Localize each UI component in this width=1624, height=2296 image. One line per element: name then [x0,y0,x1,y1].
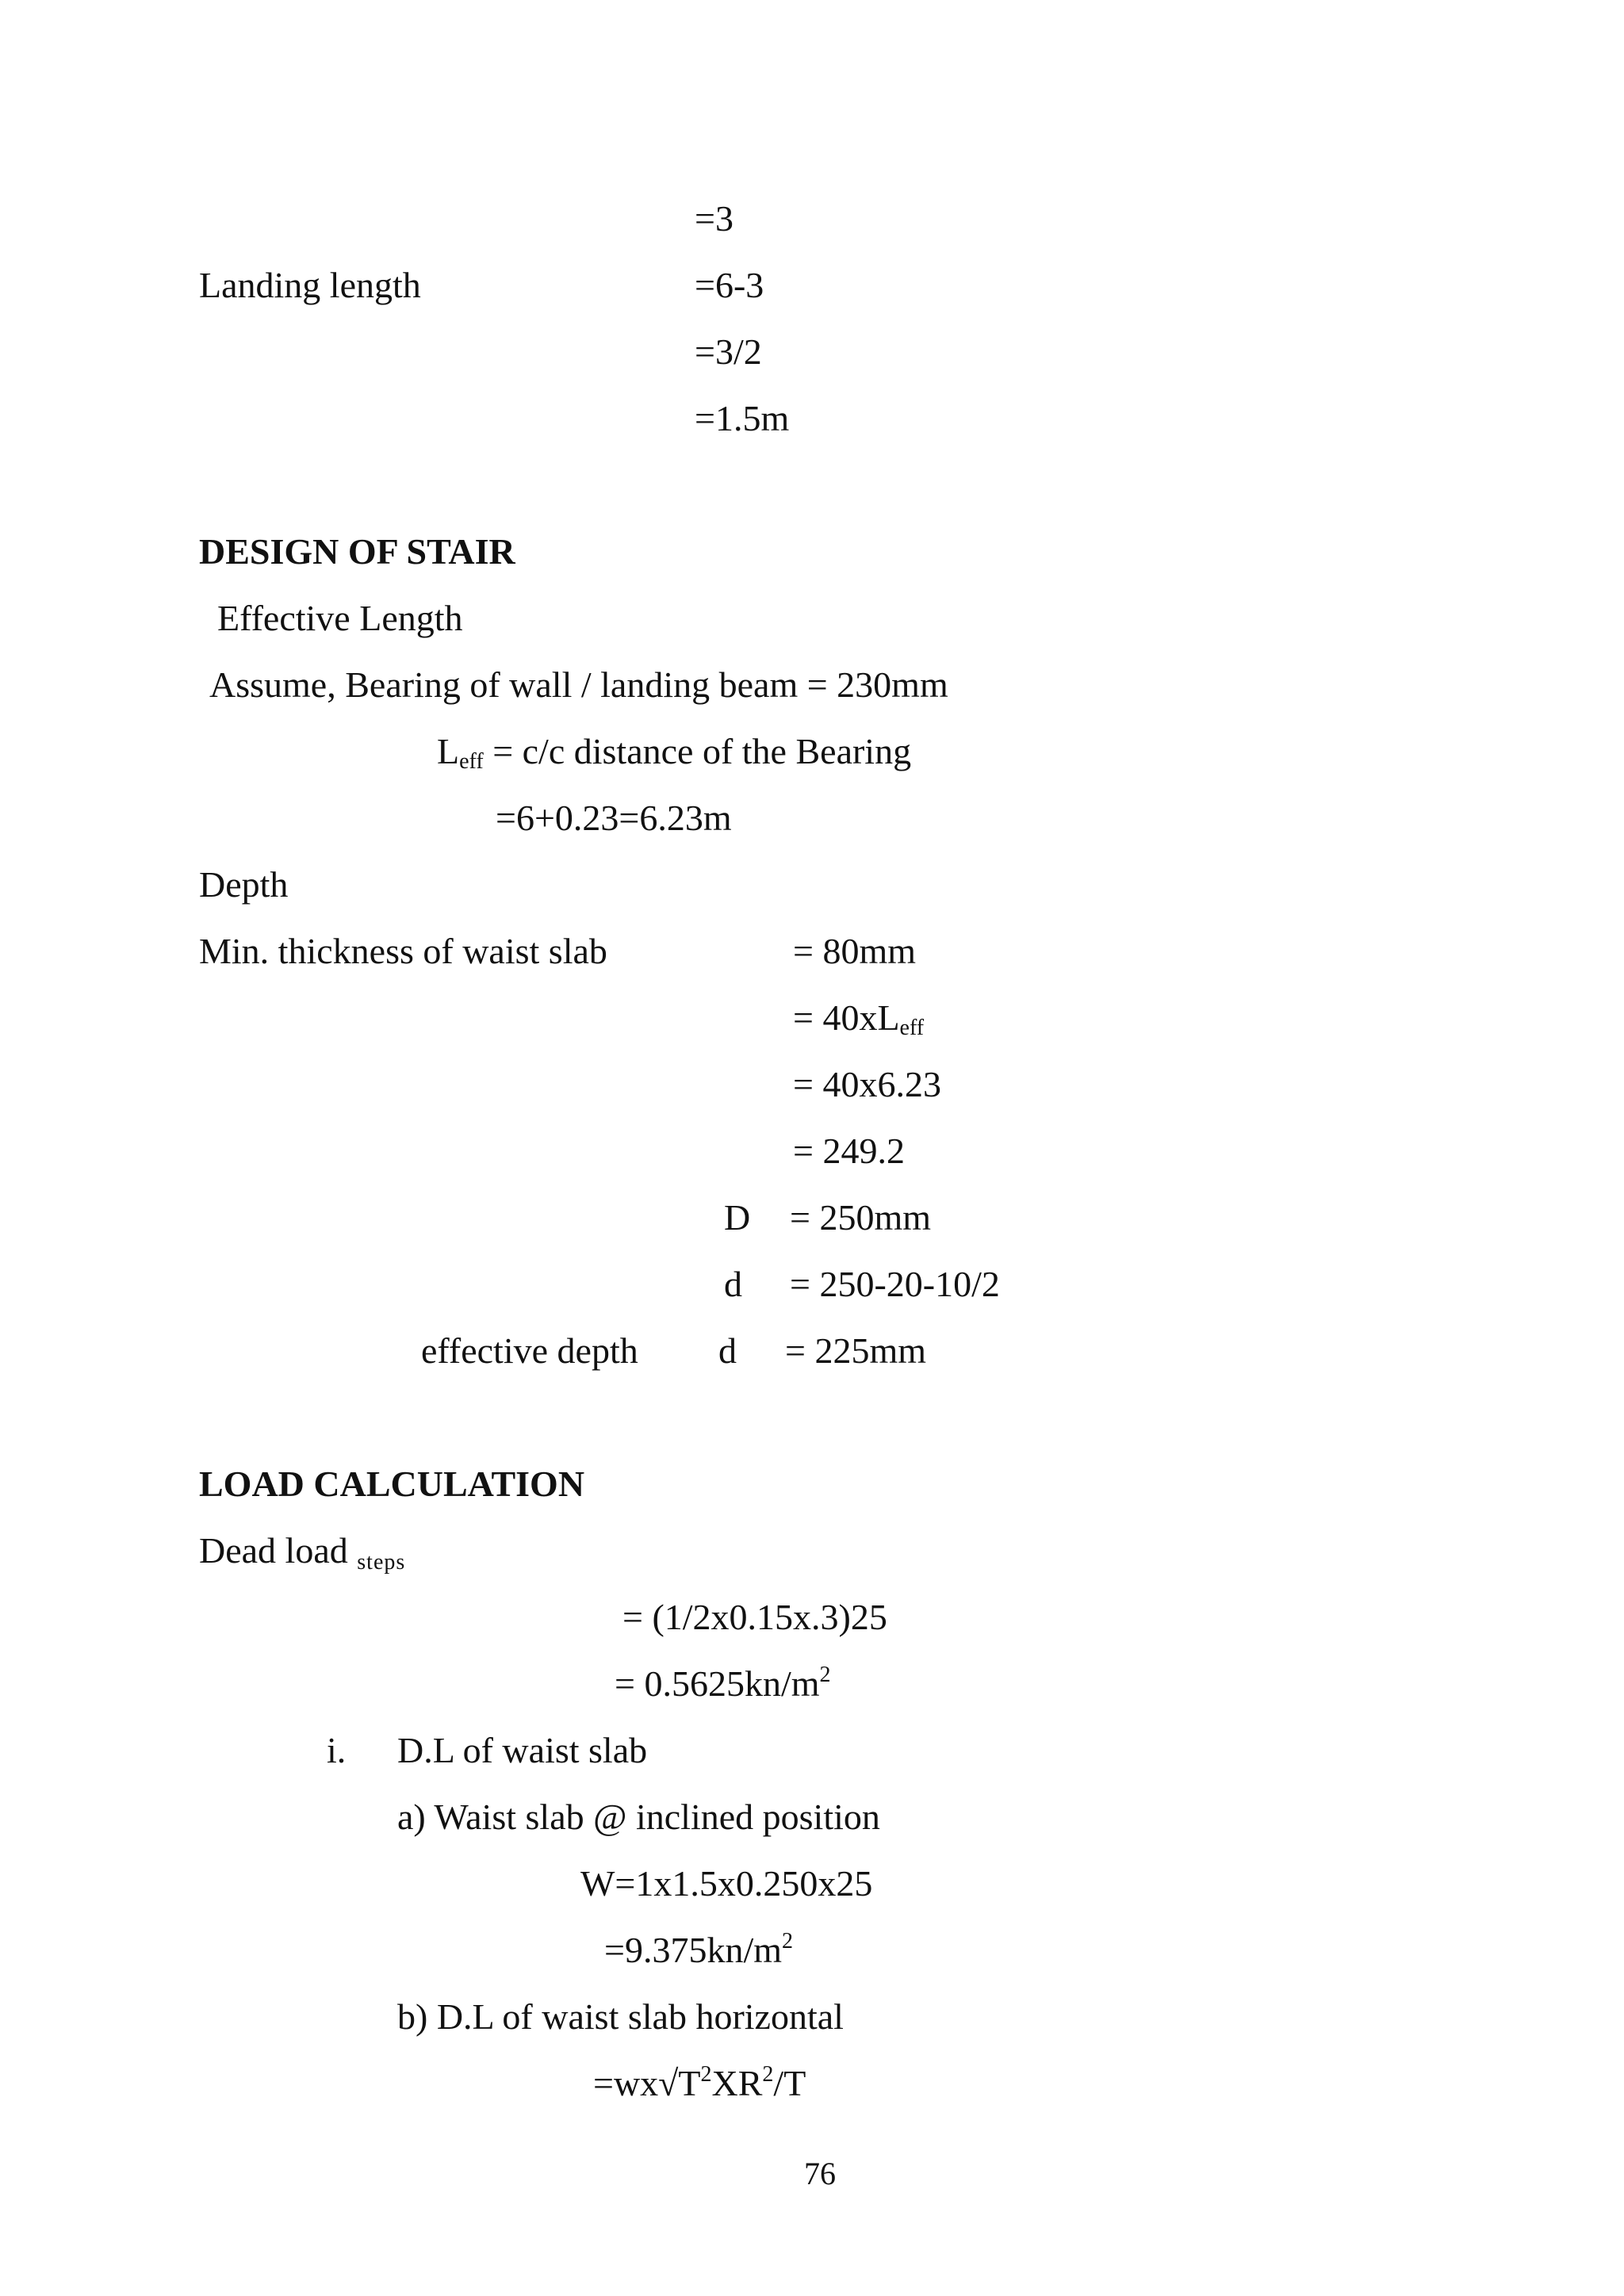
ratio-subscript: eff [899,1016,925,1040]
landing-eq-1-5: =1.5m [695,398,790,438]
steps-subscript: steps [357,1550,406,1575]
effective-depth-label: effective depth [421,1330,638,1371]
w-equation: W=1x1.5x0.250x25 [580,1863,873,1904]
dead-load-eq1: = (1/2x0.15x.3)25 [622,1597,887,1637]
item-b-text: b) D.L of waist slab horizontal [397,1996,844,2037]
load-heading: LOAD CALCULATION [199,1464,585,1504]
depth-label: Depth [199,864,289,905]
horizontal-formula [593,2062,806,2103]
effective-d-label: d [718,1330,737,1371]
w-result [604,1929,794,1970]
page-number: 76 [804,2156,836,2191]
formula-sup1: 2 [700,2062,712,2087]
effective-length-label: Effective Length [217,598,463,638]
item-i-text: D.L of waist slab [397,1730,648,1770]
formula-part2: XR [711,2063,763,2103]
formula-part3: /T [773,2063,806,2103]
leff-definition [437,731,912,774]
dead-load-eq2 [615,1663,831,1704]
formula-part1: =wx√T [593,2063,701,2103]
leff-value: =6+0.23=6.23m [496,798,732,838]
landing-eq-3-2: =3/2 [695,331,762,372]
w-result-sup: 2 [782,1929,794,1954]
D-value: = 250mm [790,1197,932,1238]
effective-d-value: = 225mm [785,1330,927,1371]
landing-eq-6-3: =6-3 [695,265,764,305]
landing-length-label: Landing length [199,265,421,305]
dead-load-eq2-text: = 0.5625kn/m [615,1663,820,1704]
landing-eq-3: =3 [695,198,733,239]
d-label: d [724,1264,742,1304]
dead-load-label [199,1530,406,1575]
item-i-marker: i. [327,1730,347,1770]
ratio-formula [793,997,925,1040]
w-result-text: =9.375kn/m [604,1930,783,1970]
min-thickness-label: Min. thickness of waist slab [199,931,607,971]
leff-subscript: eff [459,749,484,774]
ratio-numeric: = 40x6.23 [793,1064,941,1104]
min-thickness-value: = 80mm [793,931,917,971]
dead-load-eq2-sup: 2 [819,1663,831,1687]
leff-definition-text: = c/c distance of the Bearing [483,731,912,771]
leff-symbol: L [437,731,460,771]
item-a-text: a) Waist slab @ inclined position [397,1797,880,1837]
dead-load-text: Dead load [199,1530,348,1571]
design-heading: DESIGN OF STAIR [199,531,515,572]
formula-sup2: 2 [762,2062,774,2087]
assume-bearing-line: Assume, Bearing of wall / landing beam = 230mm [209,664,948,705]
ratio-formula-text: = 40xL [793,997,900,1038]
d-value: = 250-20-10/2 [790,1264,1000,1304]
ratio-result: = 249.2 [793,1131,905,1171]
D-label: D [724,1197,751,1238]
